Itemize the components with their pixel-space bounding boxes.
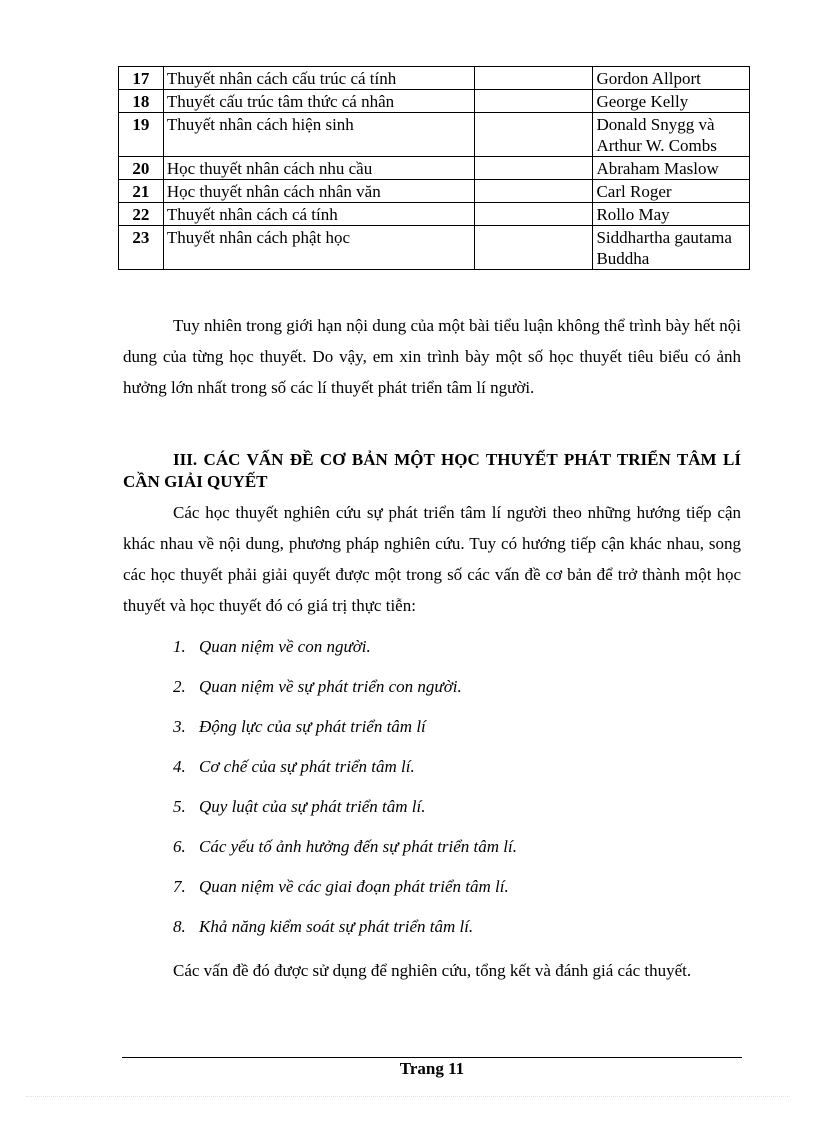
theory-name: Thuyết nhân cách phật học (163, 226, 474, 270)
empty-cell (475, 157, 593, 180)
list-number: 5. (173, 797, 186, 816)
section-heading: III. CÁC VẤN ĐỀ CƠ BẢN MỘT HỌC THUYẾT PHÁT TRIỂN TÂM LÍ CẦN GIẢI QUYẾT (123, 450, 741, 491)
page-number: Trang 11 (399, 1059, 465, 1078)
empty-cell (475, 180, 593, 203)
author-name: Rollo May (593, 203, 750, 226)
list-text: Khả năng kiểm soát sự phát triển tâm lí. (199, 917, 474, 936)
list-text: Quan niệm về con người. (199, 637, 371, 656)
list-text: Quan niệm về các giai đoạn phát triển tâm lí. (199, 877, 509, 896)
author-name: Abraham Maslow (593, 157, 750, 180)
theory-name: Thuyết nhân cách cấu trúc cá tính (163, 67, 474, 90)
list-item (173, 792, 517, 832)
list-item (173, 712, 517, 752)
paragraph-intro: Tuy nhiên trong giới hạn nội dung của một bài tiểu luận không thể trình bày hết nội dung của từng học thuyết. Do vậy, em xin trình bày một số học thuyết tiêu biểu có ảnh hưởng lớn nhất trong số các lí thuyết phát triển tâm lí người. (123, 316, 741, 397)
table-row (119, 180, 750, 203)
row-number: 17 (119, 67, 164, 90)
list-text: Động lực của sự phát triển tâm lí (199, 717, 426, 736)
row-number: 21 (119, 180, 164, 203)
list-number: 8. (173, 917, 186, 936)
table-row (119, 90, 750, 113)
table-row (119, 226, 750, 270)
author-name: George Kelly (593, 90, 750, 113)
row-number: 18 (119, 90, 164, 113)
empty-cell (475, 113, 593, 157)
empty-cell (475, 203, 593, 226)
author-name: Siddhartha gautama Buddha (593, 226, 750, 270)
row-number: 22 (119, 203, 164, 226)
list-item (173, 872, 517, 912)
list-text: Cơ chế của sự phát triển tâm lí. (199, 757, 415, 776)
author-name: Donald Snygg và Arthur W. Combs (593, 113, 750, 157)
list-item (173, 912, 517, 952)
row-number: 20 (119, 157, 164, 180)
list-item (173, 832, 517, 872)
list-item (173, 672, 517, 712)
list-item (173, 632, 517, 672)
author-name: Gordon Allport (593, 67, 750, 90)
issues-list (173, 632, 517, 952)
list-item (173, 752, 517, 792)
empty-cell (475, 90, 593, 113)
empty-cell (475, 67, 593, 90)
table-row (119, 203, 750, 226)
theory-name: Thuyết cấu trúc tâm thức cá nhân (163, 90, 474, 113)
list-number: 3. (173, 717, 186, 736)
theory-name: Học thuyết nhân cách nhân văn (163, 180, 474, 203)
theory-name: Học thuyết nhân cách nhu cầu (163, 157, 474, 180)
table-row (119, 157, 750, 180)
theory-table (118, 66, 750, 270)
table-row (119, 113, 750, 157)
theory-name: Thuyết nhân cách hiện sinh (163, 113, 474, 157)
list-number: 6. (173, 837, 186, 856)
page-edge (26, 1096, 790, 1097)
list-number: 7. (173, 877, 186, 896)
paragraph-closing: Các vấn đề đó được sử dụng để nghiên cứu, tổng kết và đánh giá các thuyết. (173, 961, 692, 980)
theory-name: Thuyết nhân cách cá tính (163, 203, 474, 226)
list-number: 4. (173, 757, 186, 776)
list-number: 1. (173, 637, 186, 656)
empty-cell (475, 226, 593, 270)
list-text: Các yếu tố ảnh hưởng đến sự phát triển tâm lí. (199, 837, 518, 856)
list-text: Quy luật của sự phát triển tâm lí. (199, 797, 426, 816)
list-text: Quan niệm về sự phát triển con người. (199, 677, 462, 696)
row-number: 19 (119, 113, 164, 157)
row-number: 23 (119, 226, 164, 270)
author-name: Carl Roger (593, 180, 750, 203)
table-row (119, 67, 750, 90)
paragraph-issues: Các học thuyết nghiên cứu sự phát triển tâm lí người theo những hướng tiếp cận khác nhau về nội dung, phương pháp nghiên cứu. Tuy có hướng tiếp cận khác nhau, song các học thuyết phải giải quyết được một trong số các vấn đề cơ bản để trở thành một học thuyết và học thuyết đó có giá trị thực tiễn: (123, 503, 741, 615)
list-number: 2. (173, 677, 186, 696)
